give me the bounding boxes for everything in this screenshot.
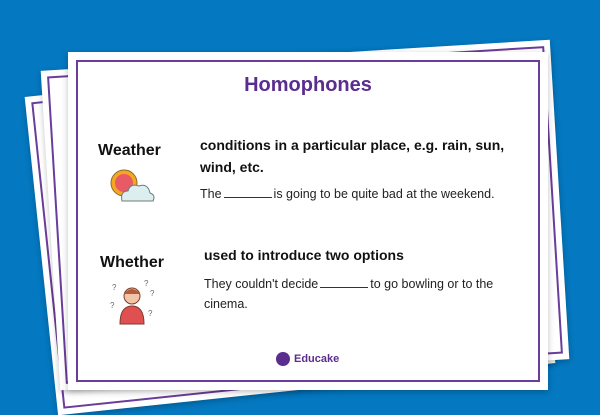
educake-logo: Educake bbox=[276, 352, 339, 366]
educake-logo-icon bbox=[276, 352, 290, 366]
definition-weather: conditions in a particular place, e.g. rain, sun, wind, etc. bbox=[200, 137, 505, 175]
card-title: Homophones bbox=[244, 74, 372, 96]
sun-cloud-icon bbox=[106, 167, 156, 207]
svg-text:?: ? bbox=[148, 309, 153, 318]
blank-line bbox=[224, 197, 272, 198]
svg-text:?: ? bbox=[150, 289, 155, 298]
svg-text:?: ? bbox=[144, 279, 149, 288]
example-whether: They couldn't decide to go bowling or to the cinema. bbox=[204, 277, 494, 311]
example-weather: The is going to be quite bad at the weekend. bbox=[200, 187, 495, 201]
definition-whether: used to introduce two options bbox=[204, 247, 404, 263]
homophones-card bbox=[68, 52, 548, 390]
svg-text:?: ? bbox=[112, 283, 117, 292]
word-weather: Weather bbox=[98, 142, 161, 159]
word-whether: Whether bbox=[100, 254, 164, 271]
blank-line bbox=[320, 287, 368, 288]
svg-text:?: ? bbox=[110, 301, 115, 310]
confused-person-icon bbox=[108, 278, 158, 326]
